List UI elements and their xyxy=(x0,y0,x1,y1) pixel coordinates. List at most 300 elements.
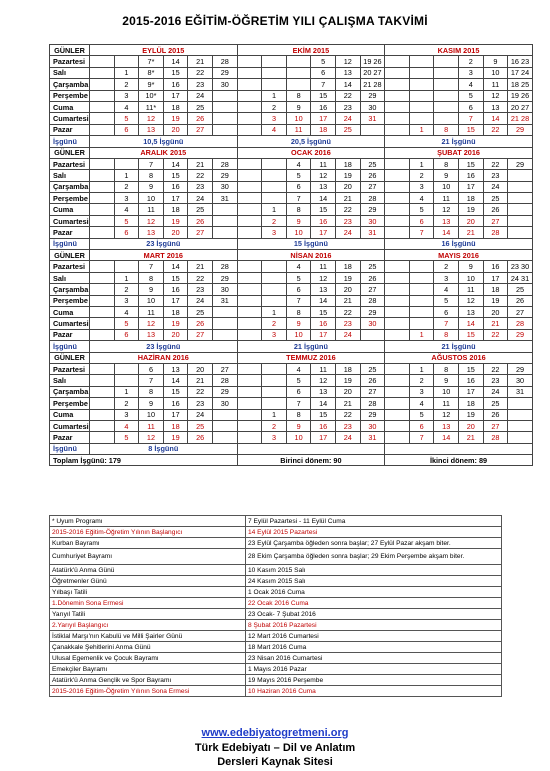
day-cell xyxy=(90,204,115,215)
day-cell: 14 xyxy=(311,398,336,409)
day-row xyxy=(50,420,533,431)
month-header: MAYIS 2016 xyxy=(385,250,533,261)
isgunu-count: 15 İşgünü xyxy=(237,238,385,249)
day-label: Salı xyxy=(50,170,90,181)
holiday-date: 23 Nisan 2016 Cumartesi xyxy=(246,653,502,664)
website-link[interactable]: www.edebiyatogretmeni.org xyxy=(201,727,349,739)
day-cell xyxy=(286,56,311,67)
holiday-row xyxy=(50,631,502,642)
day-cell: 6 xyxy=(311,67,336,78)
day-cell: 26 xyxy=(188,113,213,124)
day-cell: 19 xyxy=(459,409,484,420)
day-cell: 23 xyxy=(335,215,360,226)
day-cell: 11 xyxy=(139,204,164,215)
month-header: OCAK 2016 xyxy=(237,147,385,158)
day-cell: 16 xyxy=(311,215,336,226)
day-cell: 14 xyxy=(311,193,336,204)
day-cell: 14 xyxy=(163,375,188,386)
day-cell: 17 24 xyxy=(508,67,533,78)
day-cell: 16 xyxy=(163,398,188,409)
holiday-row xyxy=(50,549,502,565)
day-cell: 21 28 xyxy=(360,79,385,90)
day-cell xyxy=(90,272,115,283)
day-cell: 12 xyxy=(139,318,164,329)
day-cell: 10 xyxy=(459,272,484,283)
day-cell: 20 xyxy=(459,420,484,431)
day-cell: 11* xyxy=(139,101,164,112)
day-cell: 13 xyxy=(434,215,459,226)
holiday-date: 1 Mayıs 2016 Pazar xyxy=(246,664,502,675)
day-cell: 13 xyxy=(335,67,360,78)
day-cell: 1 xyxy=(262,90,287,101)
day-cell: 29 xyxy=(508,329,533,340)
day-cell xyxy=(212,113,237,124)
day-cell xyxy=(90,181,115,192)
day-cell xyxy=(385,227,410,238)
day-cell: 13 xyxy=(139,227,164,238)
day-cell: 7 xyxy=(459,113,484,124)
day-cell: 28 xyxy=(360,193,385,204)
day-cell: 7 xyxy=(286,193,311,204)
day-cell: 18 xyxy=(335,363,360,374)
holiday-date: 24 Kasım 2015 Salı xyxy=(246,576,502,587)
isgunu-count: 21 İşgünü xyxy=(385,341,533,352)
isgunu-count: 23 İşgünü xyxy=(90,341,238,352)
day-cell xyxy=(385,113,410,124)
day-cell xyxy=(90,363,115,374)
day-cell: 2 xyxy=(114,398,139,409)
day-cell: 30 xyxy=(212,181,237,192)
day-cell xyxy=(90,101,115,112)
day-cell: 15 xyxy=(459,363,484,374)
day-cell xyxy=(237,124,262,135)
day-cell xyxy=(90,409,115,420)
day-cell: 25 xyxy=(360,261,385,272)
day-cell: 14 xyxy=(483,113,508,124)
day-label: Pazar xyxy=(50,124,90,135)
day-cell xyxy=(508,215,533,226)
day-cell: 23 xyxy=(188,398,213,409)
day-cell: 5 xyxy=(311,56,336,67)
day-cell xyxy=(409,295,434,306)
day-cell: 16 xyxy=(311,101,336,112)
day-cell: 20 xyxy=(163,329,188,340)
day-cell xyxy=(237,227,262,238)
gunler-header: GÜNLER xyxy=(50,45,90,56)
holiday-name: Öğretmenler Günü xyxy=(50,576,246,587)
day-row xyxy=(50,284,533,295)
day-cell: 27 xyxy=(483,420,508,431)
day-cell: 5 xyxy=(114,318,139,329)
holiday-name: Atatürk'ü Anma Günü xyxy=(50,565,246,576)
day-cell: 21 xyxy=(335,193,360,204)
day-cell: 8 xyxy=(139,272,164,283)
day-cell: 15 xyxy=(459,158,484,169)
day-cell: 7 xyxy=(286,295,311,306)
day-label: Cuma xyxy=(50,306,90,317)
day-cell: 9 xyxy=(483,56,508,67)
day-cell: 29 xyxy=(212,170,237,181)
day-cell: 3 xyxy=(114,193,139,204)
day-cell xyxy=(212,306,237,317)
day-cell: 4 xyxy=(286,158,311,169)
day-cell: 5 xyxy=(286,375,311,386)
day-cell xyxy=(262,386,287,397)
day-cell: 1 xyxy=(114,67,139,78)
day-cell: 4 xyxy=(114,306,139,317)
day-cell: 22 xyxy=(188,170,213,181)
day-cell xyxy=(409,67,434,78)
day-cell: 3 xyxy=(434,272,459,283)
day-cell xyxy=(114,375,139,386)
day-cell: 6 xyxy=(459,101,484,112)
day-cell xyxy=(237,215,262,226)
day-cell: 15 xyxy=(163,170,188,181)
day-cell xyxy=(262,181,287,192)
day-cell xyxy=(212,90,237,101)
day-cell: 29 xyxy=(212,67,237,78)
day-cell xyxy=(385,329,410,340)
day-cell xyxy=(385,90,410,101)
day-cell xyxy=(262,261,287,272)
day-cell: 29 xyxy=(508,158,533,169)
day-cell xyxy=(385,79,410,90)
day-cell xyxy=(262,158,287,169)
day-cell: 10 xyxy=(434,181,459,192)
day-cell: 10 xyxy=(286,113,311,124)
day-cell: 17 xyxy=(311,227,336,238)
day-cell: 6 xyxy=(286,284,311,295)
holiday-row xyxy=(50,527,502,538)
day-row xyxy=(50,272,533,283)
day-cell: 2 xyxy=(262,215,287,226)
holiday-row xyxy=(50,675,502,686)
day-cell: 30 xyxy=(508,375,533,386)
day-cell: 12 xyxy=(459,295,484,306)
holiday-row xyxy=(50,538,502,549)
day-cell: 8 xyxy=(286,90,311,101)
day-cell: 6 xyxy=(114,329,139,340)
day-cell: 19 xyxy=(163,318,188,329)
day-cell xyxy=(237,158,262,169)
day-cell xyxy=(114,261,139,272)
day-cell: 8* xyxy=(139,67,164,78)
day-cell: 24 xyxy=(483,386,508,397)
day-cell: 9 xyxy=(434,170,459,181)
day-cell: 12 xyxy=(139,215,164,226)
day-cell: 22 xyxy=(483,124,508,135)
isgunu-count xyxy=(237,443,385,454)
day-cell: 6 xyxy=(286,386,311,397)
day-cell xyxy=(385,409,410,420)
day-cell xyxy=(385,306,410,317)
day-cell: 17 xyxy=(311,329,336,340)
day-cell xyxy=(90,193,115,204)
day-cell xyxy=(508,398,533,409)
holiday-name: Yılbaşı Tatili xyxy=(50,587,246,598)
day-cell: 4 xyxy=(114,101,139,112)
day-cell: 25 xyxy=(508,284,533,295)
isgunu-count: 16 İşgünü xyxy=(385,238,533,249)
day-cell: 20 xyxy=(335,386,360,397)
day-cell: 6 xyxy=(409,215,434,226)
day-cell xyxy=(385,158,410,169)
day-cell: 6 xyxy=(434,306,459,317)
day-cell xyxy=(237,90,262,101)
day-cell xyxy=(262,363,287,374)
day-cell: 29 xyxy=(360,306,385,317)
day-cell: 13 xyxy=(483,101,508,112)
day-cell: 11 xyxy=(434,193,459,204)
day-cell: 30 xyxy=(212,79,237,90)
day-cell: 31 xyxy=(508,386,533,397)
day-cell: 15 xyxy=(163,272,188,283)
isgunu-count: 20,5 İşgünü xyxy=(237,136,385,147)
day-cell: 1 xyxy=(262,204,287,215)
day-cell: 29 xyxy=(212,272,237,283)
month-header: EYLÜL 2015 xyxy=(90,45,238,56)
day-cell xyxy=(90,67,115,78)
day-cell: 5 xyxy=(409,409,434,420)
day-row xyxy=(50,306,533,317)
day-cell: 29 xyxy=(508,124,533,135)
day-cell: 7 xyxy=(139,261,164,272)
day-cell: 2 xyxy=(409,170,434,181)
holiday-name: Kurban Bayramı xyxy=(50,538,246,549)
day-cell: 13 xyxy=(163,363,188,374)
holiday-name: İstiklal Marşı'nın Kabulü ve Milli Şairler Günü xyxy=(50,631,246,642)
day-cell: 28 xyxy=(508,318,533,329)
day-cell: 9 xyxy=(286,318,311,329)
day-cell xyxy=(90,124,115,135)
day-row xyxy=(50,363,533,374)
day-cell: 18 xyxy=(163,420,188,431)
day-cell xyxy=(385,170,410,181)
day-cell: 25 xyxy=(188,101,213,112)
day-cell: 23 xyxy=(188,284,213,295)
day-cell xyxy=(434,56,459,67)
day-cell: 22 xyxy=(335,306,360,317)
day-cell: 28 xyxy=(360,295,385,306)
day-cell xyxy=(237,113,262,124)
day-cell xyxy=(385,375,410,386)
day-cell xyxy=(237,295,262,306)
isgunu-label: İşgünü xyxy=(50,443,90,454)
day-cell: 17 xyxy=(163,295,188,306)
day-cell xyxy=(90,398,115,409)
day-cell: 5 xyxy=(114,215,139,226)
day-cell: 8 xyxy=(286,204,311,215)
day-row xyxy=(50,318,533,329)
day-cell: 11 xyxy=(139,420,164,431)
holiday-name: Cumhuriyet Bayramı xyxy=(50,549,246,565)
day-cell xyxy=(286,79,311,90)
day-row xyxy=(50,113,533,124)
holiday-row xyxy=(50,598,502,609)
day-cell xyxy=(508,432,533,443)
day-cell: 9* xyxy=(139,79,164,90)
first-term: Birinci dönem: 90 xyxy=(237,455,385,466)
day-cell: 28 xyxy=(483,432,508,443)
day-cell xyxy=(409,113,434,124)
day-row xyxy=(50,386,533,397)
day-cell xyxy=(508,193,533,204)
day-cell: 26 xyxy=(360,272,385,283)
day-label: Cumartesi xyxy=(50,113,90,124)
day-label: Pazartesi xyxy=(50,56,90,67)
day-cell: 8 xyxy=(434,363,459,374)
day-cell: 25 xyxy=(188,420,213,431)
day-cell: 8 xyxy=(139,170,164,181)
day-cell xyxy=(385,318,410,329)
day-cell: 22 xyxy=(483,363,508,374)
day-cell: 7 xyxy=(409,227,434,238)
day-cell: 17 xyxy=(311,113,336,124)
day-cell: 9 xyxy=(139,398,164,409)
day-cell xyxy=(212,420,237,431)
holiday-date: 1 Ocak 2016 Cuma xyxy=(246,587,502,598)
day-cell xyxy=(237,398,262,409)
day-cell xyxy=(385,215,410,226)
day-cell: 19 26 xyxy=(360,56,385,67)
day-cell: 4 xyxy=(459,79,484,90)
day-cell: 7 xyxy=(139,375,164,386)
day-cell: 20 xyxy=(335,181,360,192)
day-cell: 30 xyxy=(360,318,385,329)
day-cell: 21 xyxy=(188,56,213,67)
day-cell: 25 xyxy=(360,363,385,374)
holiday-name: 2.Yarıyıl Başlangıcı xyxy=(50,620,246,631)
day-cell xyxy=(90,56,115,67)
day-cell xyxy=(90,375,115,386)
day-row xyxy=(50,204,533,215)
holiday-name: Emekçiler Bayramı xyxy=(50,664,246,675)
day-cell: 8 xyxy=(434,124,459,135)
day-cell: 26 xyxy=(360,170,385,181)
day-cell: 6 xyxy=(139,363,164,374)
day-cell: 3 xyxy=(262,432,287,443)
day-cell: 24 xyxy=(335,227,360,238)
day-cell: 24 xyxy=(335,329,360,340)
day-cell xyxy=(212,409,237,420)
day-row xyxy=(50,90,533,101)
day-cell: 17 xyxy=(311,432,336,443)
day-cell xyxy=(237,432,262,443)
day-cell: 14 xyxy=(434,227,459,238)
day-row xyxy=(50,67,533,78)
day-cell: 18 xyxy=(459,398,484,409)
day-row xyxy=(50,295,533,306)
day-cell: 12 xyxy=(139,432,164,443)
day-label: Çarşamba xyxy=(50,284,90,295)
day-cell: 23 30 xyxy=(508,261,533,272)
day-cell: 7 xyxy=(434,318,459,329)
day-cell: 15 xyxy=(163,67,188,78)
day-cell: 5 xyxy=(286,272,311,283)
day-cell: 1 xyxy=(114,272,139,283)
day-cell: 20 xyxy=(163,227,188,238)
day-cell: 31 xyxy=(212,295,237,306)
day-cell: 21 xyxy=(459,227,484,238)
holiday-date: 8 Şubat 2016 Pazartesi xyxy=(246,620,502,631)
day-cell: 15 xyxy=(163,386,188,397)
day-label: Perşembe xyxy=(50,90,90,101)
day-cell: 12 xyxy=(139,113,164,124)
holiday-row xyxy=(50,664,502,675)
holiday-row xyxy=(50,686,502,697)
day-cell xyxy=(409,306,434,317)
day-row xyxy=(50,181,533,192)
day-cell: 15 xyxy=(459,329,484,340)
day-cell xyxy=(90,227,115,238)
day-cell: 27 xyxy=(188,329,213,340)
holiday-date: 14 Eylül 2015 Pazartesi xyxy=(246,527,502,538)
day-label: Salı xyxy=(50,375,90,386)
day-cell: 30 xyxy=(212,284,237,295)
day-cell xyxy=(212,101,237,112)
day-cell xyxy=(262,398,287,409)
day-cell: 13 xyxy=(434,420,459,431)
day-cell: 17 xyxy=(163,409,188,420)
day-cell: 2 xyxy=(114,181,139,192)
day-label: Pazar xyxy=(50,227,90,238)
day-cell xyxy=(212,318,237,329)
holiday-row xyxy=(50,642,502,653)
day-cell xyxy=(90,318,115,329)
day-cell: 23 xyxy=(483,375,508,386)
day-cell xyxy=(385,363,410,374)
day-cell: 26 xyxy=(188,318,213,329)
day-cell: 25 xyxy=(483,193,508,204)
day-cell: 27 xyxy=(188,124,213,135)
day-cell: 21 xyxy=(188,375,213,386)
day-cell: 26 xyxy=(483,204,508,215)
day-cell: 24 xyxy=(188,409,213,420)
day-cell: 16 xyxy=(311,420,336,431)
day-cell: 29 xyxy=(212,386,237,397)
day-cell xyxy=(385,193,410,204)
day-cell: 22 xyxy=(483,329,508,340)
day-cell: 28 xyxy=(212,56,237,67)
day-label: Salı xyxy=(50,67,90,78)
day-cell: 20 xyxy=(459,215,484,226)
day-cell xyxy=(237,272,262,283)
day-cell: 29 xyxy=(360,409,385,420)
day-cell: 26 xyxy=(483,409,508,420)
day-cell: 14 xyxy=(311,295,336,306)
day-cell: 22 xyxy=(483,158,508,169)
day-cell: 29 xyxy=(508,363,533,374)
day-cell: 9 xyxy=(139,284,164,295)
holiday-row xyxy=(50,653,502,664)
holiday-date: 23 Eylül Çarşamba öğleden sonra başlar; 27 Eylül Pazar akşam biter. xyxy=(246,538,502,549)
holiday-name: 2015-2016 Eğitim-Öğretim Yılının Sona Ermesi xyxy=(50,686,246,697)
day-cell xyxy=(409,261,434,272)
day-cell: 25 xyxy=(188,306,213,317)
day-cell: 18 xyxy=(483,284,508,295)
day-cell: 10* xyxy=(139,90,164,101)
day-cell: 24 xyxy=(483,181,508,192)
day-cell: 14 xyxy=(163,158,188,169)
day-cell: 3 xyxy=(262,329,287,340)
day-cell: 16 23 xyxy=(508,56,533,67)
day-cell: 18 xyxy=(311,124,336,135)
day-cell: 22 xyxy=(335,204,360,215)
day-cell xyxy=(385,386,410,397)
holiday-row xyxy=(50,516,502,527)
day-cell: 25 xyxy=(188,204,213,215)
day-cell xyxy=(90,295,115,306)
